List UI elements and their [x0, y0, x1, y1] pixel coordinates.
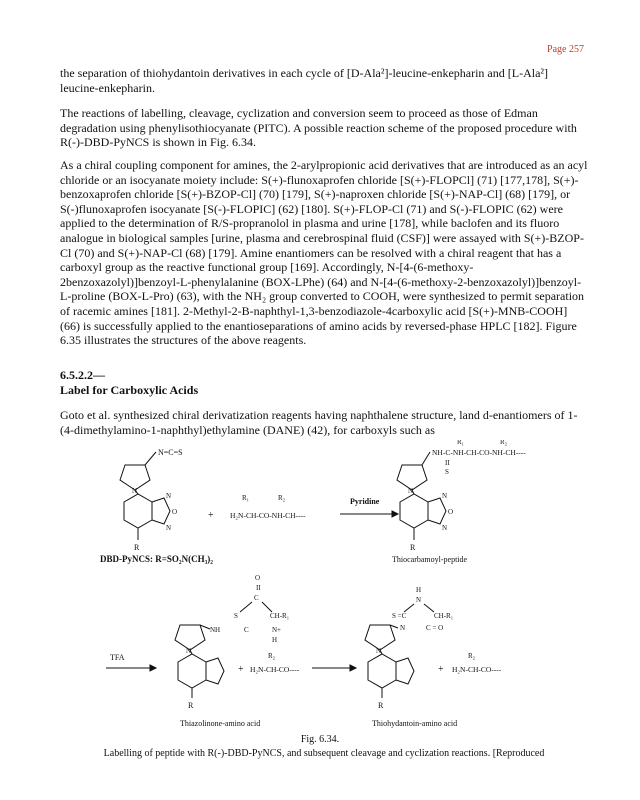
- peptide-text: H₂N-CH-CO-NH-CH----: [230, 511, 306, 520]
- svg-text:N: N: [416, 596, 422, 604]
- svg-text:N: N: [376, 647, 382, 655]
- paragraph-2: The reactions of labelling, cleavage, cyclization and conversion seem to proceed as those of Edman degradation using phenylisothiocyanate (PITC). A possible reaction scheme of the proposed procedure with R(-)-DBD-PyNCS is shown in Fig. 6.34.: [60, 106, 577, 150]
- svg-text:N: N: [442, 492, 448, 500]
- svg-text:O: O: [172, 508, 178, 516]
- thiocarbamoyl-label: Thiocarbamoyl-peptide: [392, 555, 468, 564]
- svg-text:R: R: [410, 543, 416, 552]
- svg-text:N: N: [186, 647, 192, 655]
- svg-text:R₁: R₁: [457, 440, 465, 446]
- svg-text:II: II: [445, 459, 450, 467]
- svg-text:+: +: [238, 664, 244, 675]
- reaction-scheme-drawing: [100, 440, 560, 730]
- svg-text:N+: N+: [272, 626, 282, 634]
- thiohydantoin-label: Thiohydantoin-amino acid: [372, 719, 458, 728]
- thiohydantoin-structure: [365, 625, 414, 698]
- reagent-label: DBD-PyNCS: R=SO₂N(CH₃)₂: [100, 554, 213, 564]
- svg-text:R: R: [378, 701, 384, 710]
- svg-text:H: H: [416, 586, 422, 594]
- figure-title: Fig. 6.34.: [300, 734, 340, 745]
- svg-text:R₂: R₂: [278, 494, 286, 502]
- svg-text:N: N: [132, 487, 138, 495]
- svg-text:NH: NH: [210, 626, 221, 634]
- svg-text:N: N: [166, 492, 172, 500]
- svg-text:R₂: R₂: [468, 652, 476, 660]
- svg-text:N: N: [400, 624, 406, 632]
- ncs-group: N=C=S: [158, 448, 183, 457]
- section-title: Label for Carboxylic Acids: [60, 383, 199, 397]
- svg-text:H: H: [272, 636, 278, 644]
- thiocarbamoyl-chain: NH-C-NH-CH-CO-NH-CH----: [432, 448, 526, 457]
- section-number: 6.5.2.2—: [60, 368, 105, 382]
- svg-text:R: R: [134, 543, 140, 552]
- svg-text:S: S: [445, 468, 449, 476]
- svg-text:C = O: C = O: [426, 624, 444, 632]
- svg-text:N: N: [442, 524, 448, 532]
- amine-fragment: H₂N-CH-CO----: [250, 665, 300, 674]
- svg-text:+: +: [208, 510, 214, 521]
- svg-text:O: O: [255, 574, 261, 582]
- tfa-label: TFA: [110, 653, 125, 662]
- svg-text:N: N: [166, 524, 172, 532]
- page-number: Page 257: [547, 44, 584, 55]
- svg-text:O: O: [448, 508, 454, 516]
- svg-text:R₂: R₂: [268, 652, 276, 660]
- released-fragment: H₂N-CH-CO----: [452, 665, 502, 674]
- svg-text:C: C: [254, 594, 259, 602]
- thiocarbamoyl-structure: [397, 452, 446, 540]
- svg-text:N: N: [408, 487, 414, 495]
- svg-text:R₂: R₂: [500, 440, 508, 446]
- reaction-scheme-figure: [100, 440, 560, 730]
- svg-text:S =C: S =C: [392, 612, 407, 620]
- dbd-pyncs-structure: [120, 452, 170, 540]
- svg-text:CH-R₁: CH-R₁: [434, 612, 454, 620]
- svg-text:+: +: [438, 664, 444, 675]
- svg-text:CH-R₁: CH-R₁: [270, 612, 290, 620]
- svg-text:R₁: R₁: [242, 494, 250, 502]
- svg-text:S: S: [234, 612, 238, 620]
- svg-text:C: C: [244, 626, 249, 634]
- svg-text:II: II: [256, 584, 261, 592]
- svg-text:R: R: [188, 701, 194, 710]
- figure-caption: Labelling of peptide with R(-)-DBD-PyNCS, and subsequent cleavage and cyclization reactions. [Reproduced: [103, 748, 545, 759]
- thiazolinone-structure: [175, 625, 224, 698]
- pyridine-label: Pyridine: [350, 497, 380, 506]
- paragraph-1: the separation of thiohydantoin derivatives in each cycle of [D-Ala²]-leucine-enkepharin and [L-Ala²] leucine-enkepharin.: [60, 66, 548, 95]
- paragraph-3: As a chiral coupling component for amines, the 2-arylpropionic acid derivatives that are introduced as an acyl chloride or an isocyanate moiety include: S(+)-flunoxaprofen chloride [S(+)-FLOPCl] (71) [177,178], S(+)-benzoxaprofen chloride [S(+)-BZOP-Cl] (70) [179], S(+)-naproxen chloride [S(+)-NAP-Cl] (68) [179], or S(-)flunoxaprofen isocyanate [S(-)-FLOPIC] (62) [180]. S(+)-FLOP-Cl (71) and S(-)-FLOPIC (62) were applied to the determination of R/S-propranolol in plasma and urine [178], while baclofen and its fluoro analogue in biological samples [urine, plasma and cerebrospinal fluid (CSF)] were assayed with S(+)-BZOP-Cl (70) and S(+)-NAP-Cl (68) [179]. Amine enantiomers can be resolved with a chiral reagent that has a carboxyl group as the reactive functional group [169]. Accordingly, N-[4-(6-methoxy-2benzoxazolyl)]benzoyl-L-phenylalanine (BOX-LPhe) (64) and N-[4-(6-methoxy-2-benzoxazolyl)]benzoyl-L-proline (BOX-L-Pro) (63), with the NH₂ group converted to COOH, were synthesized to permit separation of racemic amines [181]. 2-Methyl-2-B-naphthyl-1,3-benzodiazole-4carboxylic acid [S(+)-MNB-COOH] (66) is successfully applied to the enantioseparations of amino acids by reversed-phase HPLC [182]. Figure 6.35 illustrates the structures of the above reagents.: [60, 158, 588, 348]
- thiazolinone-label: Thiazolinone-amino acid: [180, 719, 261, 728]
- paragraph-4: Goto et al. synthesized chiral derivatization reagents having naphthalene structure, land d-enantiomers of 1-(4-dimethylamino-1-naphthyl)ethylamine (DANE) (42), for carboxyls such as: [60, 408, 578, 437]
